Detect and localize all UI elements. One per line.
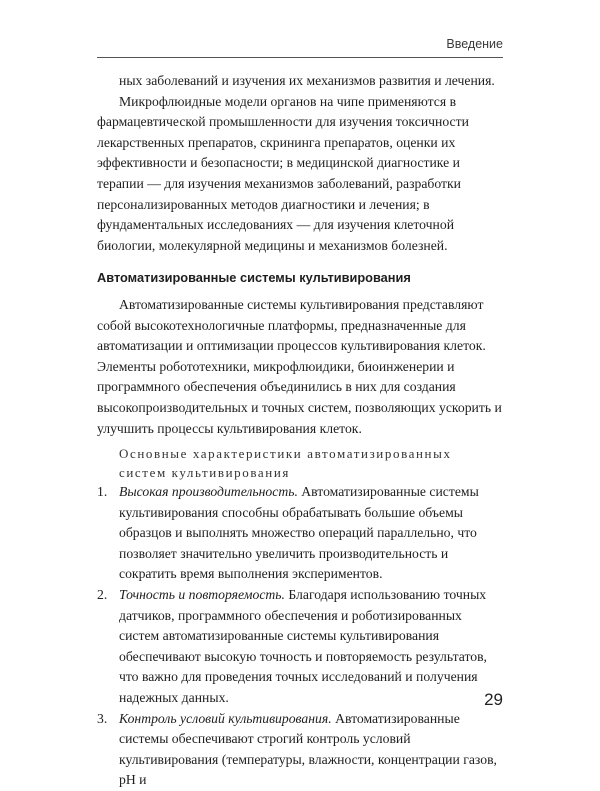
list-item-text: Автоматизированные системы обеспечивают строгий контроль условий культивирования (температуры, влажности, концентрации газов, pH и xyxy=(119,710,497,788)
list-item-number: 2. xyxy=(97,587,108,603)
section-heading: Автоматизированные системы культивирования xyxy=(97,270,411,286)
list-item-number: 1. xyxy=(97,484,108,500)
list-item-text: Автоматизированные системы культивирования способны обрабатывать большие объемы образцов и выполнять множество операций параллельно, что позволяет значительно увеличить производительность и сократить время выполнения экспериментов. xyxy=(119,484,479,582)
paragraph-continued: ных заболеваний и изучения их механизмов развития и лечения. xyxy=(119,73,495,88)
paragraph-microfluidic: Микрофлюидные модели органов на чипе применяются в фармацевтической промышленности для изучения токсичности лекарственных препаратов, скрининга препаратов, оценки их эффективности и безопасности; в медицинской диагностике и терапии — для изучения механизмов заболеваний, разработки персонализированных методов диагностики и лечения; в фундаментальных исследованиях — для изучения клеточной биологии, молекулярной медицины и механизмов болезней. xyxy=(97,93,469,253)
page-number: 29 xyxy=(484,690,503,709)
list-item-number: 3. xyxy=(97,710,108,726)
page-body xyxy=(97,71,503,791)
list-item-term: Точность и повторяемость. xyxy=(119,587,285,603)
list-item-term: Высокая производительность. xyxy=(119,484,298,500)
list-item xyxy=(97,585,503,709)
list-item-term: Контроль условий культивирования. xyxy=(119,710,332,726)
list-item xyxy=(97,482,503,585)
list-item-text: Благодаря использованию точных датчиков, программного обеспечения и роботизированных систем автоматизированные системы культивирования обеспечивают высокую точность и повторяемость результатов, что важно для проведения точных исследований и получения надежных данных. xyxy=(119,587,487,706)
paragraph-automated: Автоматизированные системы культивирования представляют собой высокотехнологичные платформы, предназначенные для автоматизации и оптимизации процессов культивирования клеток. Элементы робототехники, микрофлюидики, биоинженерии и программного обеспечения объединились в них для создания высокопроизводительных и точных систем, позволяющих ускорить и улучшить процессы культивирования клеток. xyxy=(97,296,502,436)
characteristics-heading: Основные характеристики автоматизированных систем культивирования xyxy=(119,446,452,480)
running-header-title: Введение xyxy=(446,37,503,51)
header-rule xyxy=(97,57,503,58)
characteristics-list xyxy=(97,482,503,791)
